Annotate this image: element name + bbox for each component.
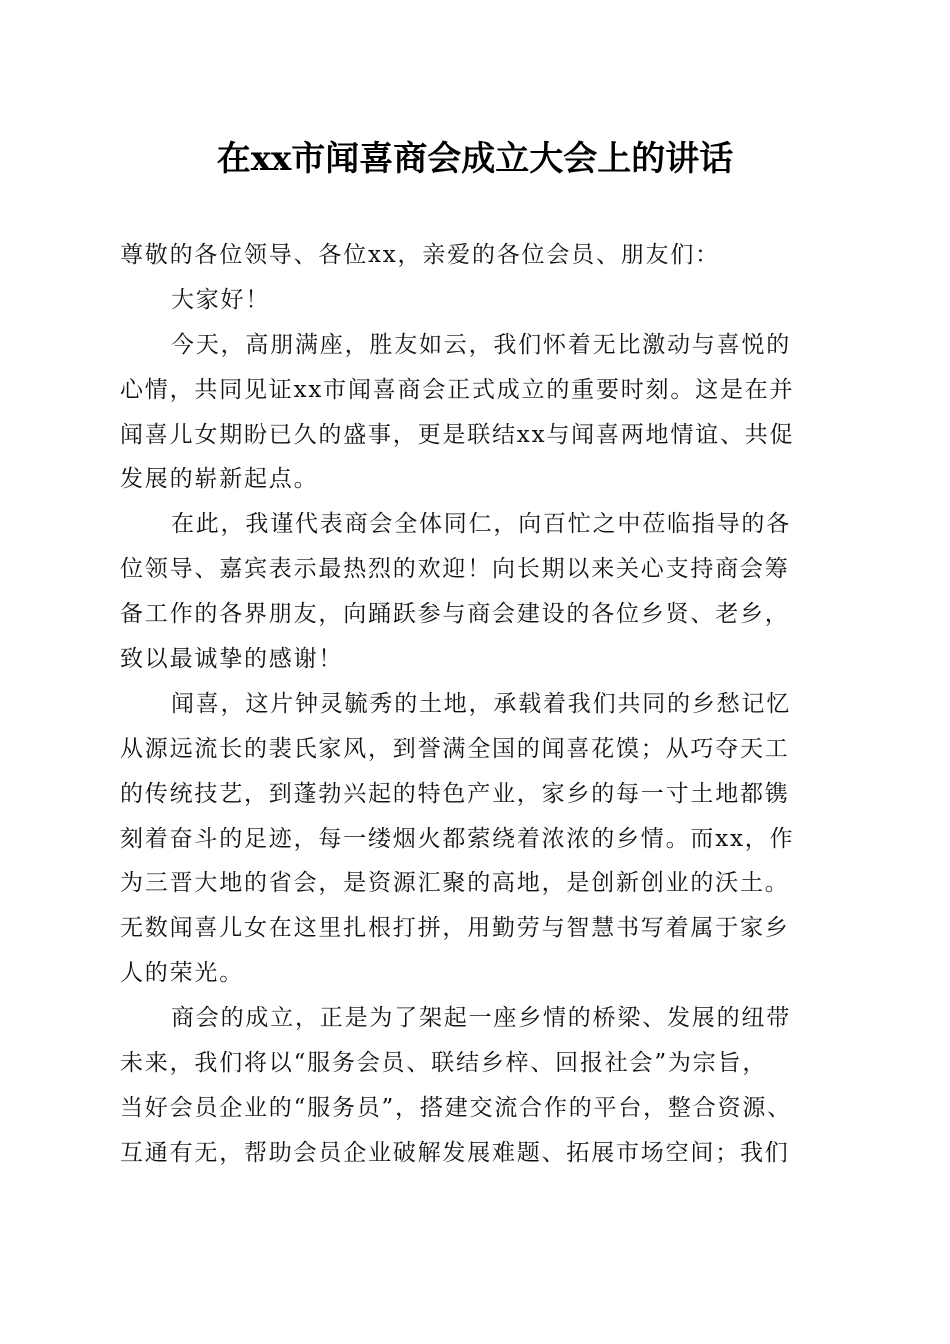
speech-body xyxy=(120,233,834,1176)
page-title: 在xx市闻喜商会成立大会上的讲话 xyxy=(216,139,734,179)
paragraph-line: 未来，我们将以“服务会员、联结乡梓、回报社会”为宗旨， xyxy=(120,1050,768,1077)
paragraph-line: 为三晋大地的省会，是资源汇聚的高地，是创新创业的沃土。 xyxy=(120,870,790,897)
paragraph-line: 从源远流长的裴氏家风，到誉满全国的闻喜花馍；从巧夺天工 xyxy=(120,735,790,762)
paragraph-line: 备工作的各界朋友，向踊跃参与商会建设的各位乡贤、老乡， xyxy=(120,601,790,628)
paragraph-line: 互通有无，帮助会员企业破解发展难题、拓展市场空间；我们 xyxy=(120,1139,790,1166)
paragraph-line: 闻喜儿女期盼已久的盛事，更是联结xx与闻喜两地情谊、共促 xyxy=(120,421,795,448)
paragraph-line: 发展的崭新起点。 xyxy=(120,466,319,493)
salutation-line: 尊敬的各位领导、各位xx，亲爱的各位会员、朋友们： xyxy=(120,242,720,268)
paragraph-line: 刻着奋斗的足迹，每一缕烟火都萦绕着浓浓的乡情。而xx，作 xyxy=(120,825,795,852)
paragraph-line: 人的荣光。 xyxy=(120,960,244,987)
paragraph-line: 当好会员企业的“服务员”，搭建交流合作的平台，整合资源、 xyxy=(120,1094,792,1121)
paragraph-line: 商会的成立，正是为了架起一座乡情的桥梁、发展的纽带 xyxy=(171,1005,791,1032)
paragraph-line: 闻喜，这片钟灵毓秀的土地，承载着我们共同的乡愁记忆 xyxy=(171,690,791,717)
paragraph-line: 致以最诚挚的感谢！ xyxy=(120,646,344,673)
paragraph-line: 今天，高朋满座，胜友如云，我们怀着无比激动与喜悦的 xyxy=(171,331,791,358)
paragraph-line: 在此，我谨代表商会全体同仁，向百忙之中莅临指导的各 xyxy=(171,511,791,538)
greeting-line: 大家好！ xyxy=(171,286,271,313)
paragraph-line: 的传统技艺，到蓬勃兴起的特色产业，家乡的每一寸土地都镌 xyxy=(120,780,790,807)
paragraph-line: 心情，共同见证xx市闻喜商会正式成立的重要时刻。这是在并 xyxy=(120,376,795,403)
paragraph-line: 无数闻喜儿女在这里扎根打拼，用勤劳与智慧书写着属于家乡 xyxy=(120,915,790,942)
paragraph-line: 位领导、嘉宾表示最热烈的欢迎！向长期以来关心支持商会筹 xyxy=(120,556,790,583)
